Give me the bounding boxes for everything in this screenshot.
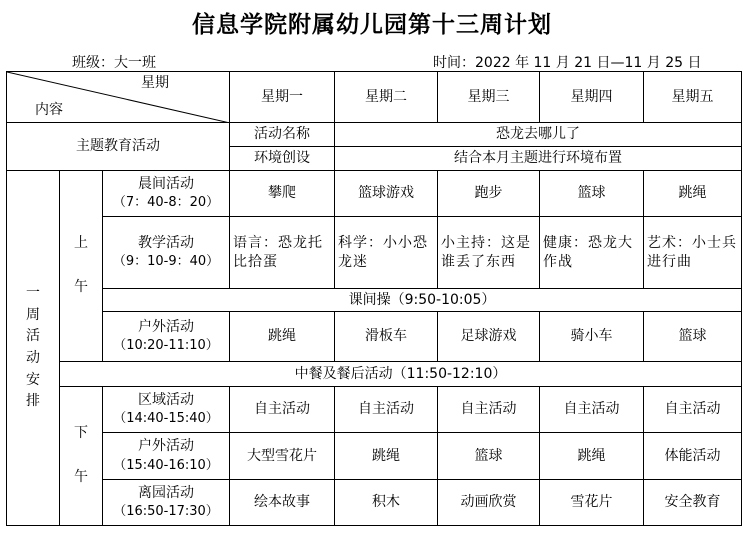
afternoon-activity-2 [103, 433, 230, 480]
activity-time: （15:40-16:10） [113, 457, 219, 473]
day-header-wed: 星期三 [438, 72, 540, 123]
time-label: 时间：2022 年 11 月 21 日—11 月 25 日 [433, 55, 702, 71]
content-header-label: 内容 [35, 101, 63, 118]
activity-name: 户外活动 [138, 438, 194, 455]
day-header-fri: 星期五 [644, 72, 742, 123]
lunch-label: 中餐及餐后活动（11:50-12:10） [60, 362, 742, 387]
day-header-mon: 星期一 [230, 72, 335, 123]
morning-activity-1 [103, 171, 230, 217]
cell: 篮球 [438, 433, 540, 480]
afternoon-activity-1 [103, 387, 230, 433]
activity-time: （7：40-8：20） [112, 195, 220, 211]
cell: 体能活动 [644, 433, 742, 480]
activity-time: （16:50-17:30） [113, 504, 219, 520]
activity-name-label: 活动名称 [230, 123, 335, 147]
cell: 跳绳 [644, 171, 742, 217]
cell: 动画欣赏 [438, 480, 540, 526]
class-label: 班级：大一班 [72, 55, 156, 71]
cell: 语言：恐龙托比拾蛋 [230, 217, 335, 289]
afternoon-activity-3 [103, 480, 230, 526]
afternoon-row-3 [7, 480, 742, 526]
activity-time: （14:40-15:40） [113, 411, 219, 427]
environment-value: 结合本月主题进行环境布置 [335, 147, 742, 171]
lunch-row [7, 362, 742, 387]
page-title: 信息学院附属幼儿园第十三周计划 [192, 12, 552, 38]
day-header-tue: 星期二 [335, 72, 438, 123]
morning-activity-2 [103, 217, 230, 289]
diagonal-header-cell [7, 72, 230, 123]
week-arrangement-label: 一 周 活 动 安 排 [7, 171, 60, 526]
activity-name-value: 恐龙去哪儿了 [335, 123, 742, 147]
activity-name: 区域活动 [138, 391, 194, 408]
cell: 自主活动 [230, 387, 335, 433]
cell: 积木 [335, 480, 438, 526]
environment-label: 环境创设 [230, 147, 335, 171]
header-row [7, 72, 742, 123]
activity-time: （10:20-11:10） [113, 338, 219, 354]
weekly-plan-table [6, 71, 742, 526]
morning-row-3 [7, 312, 742, 362]
cell: 自主活动 [644, 387, 742, 433]
morning-row-2 [7, 217, 742, 289]
cell: 自主活动 [540, 387, 644, 433]
theme-row-name [7, 123, 742, 147]
day-header-thu: 星期四 [540, 72, 644, 123]
cell: 健康：恐龙大作战 [540, 217, 644, 289]
activity-name: 晨间活动 [138, 175, 194, 192]
cell: 科学：小小恐龙迷 [335, 217, 438, 289]
morning-label: 上 午 [60, 171, 103, 362]
activity-name: 户外活动 [138, 318, 194, 335]
cell: 骑小车 [540, 312, 644, 362]
cell: 篮球 [644, 312, 742, 362]
activity-name: 教学活动 [138, 234, 194, 251]
break-label: 课间操（9:50-10:05） [103, 289, 742, 312]
week-header-label: 星期 [141, 75, 169, 91]
cell: 篮球游戏 [335, 171, 438, 217]
cell: 自主活动 [335, 387, 438, 433]
activity-time: （9：10-9：40） [112, 254, 220, 270]
cell: 安全教育 [644, 480, 742, 526]
cell: 大型雪花片 [230, 433, 335, 480]
cell: 跳绳 [335, 433, 438, 480]
afternoon-row-2 [7, 433, 742, 480]
cell: 小主持：这是谁丢了东西 [438, 217, 540, 289]
cell: 绘本故事 [230, 480, 335, 526]
afternoon-row-1 [7, 387, 742, 433]
cell: 跳绳 [540, 433, 644, 480]
cell: 跑步 [438, 171, 540, 217]
afternoon-label: 下 午 [60, 387, 103, 526]
activity-name: 离园活动 [138, 484, 194, 501]
theme-label: 主题教育活动 [7, 123, 230, 171]
cell: 攀爬 [230, 171, 335, 217]
cell: 艺术：小士兵进行曲 [644, 217, 742, 289]
break-row [7, 289, 742, 312]
cell: 跳绳 [230, 312, 335, 362]
cell: 雪花片 [540, 480, 644, 526]
cell: 篮球 [540, 171, 644, 217]
morning-row-1 [7, 171, 742, 217]
cell: 足球游戏 [438, 312, 540, 362]
cell: 自主活动 [438, 387, 540, 433]
morning-activity-3 [103, 312, 230, 362]
cell: 滑板车 [335, 312, 438, 362]
